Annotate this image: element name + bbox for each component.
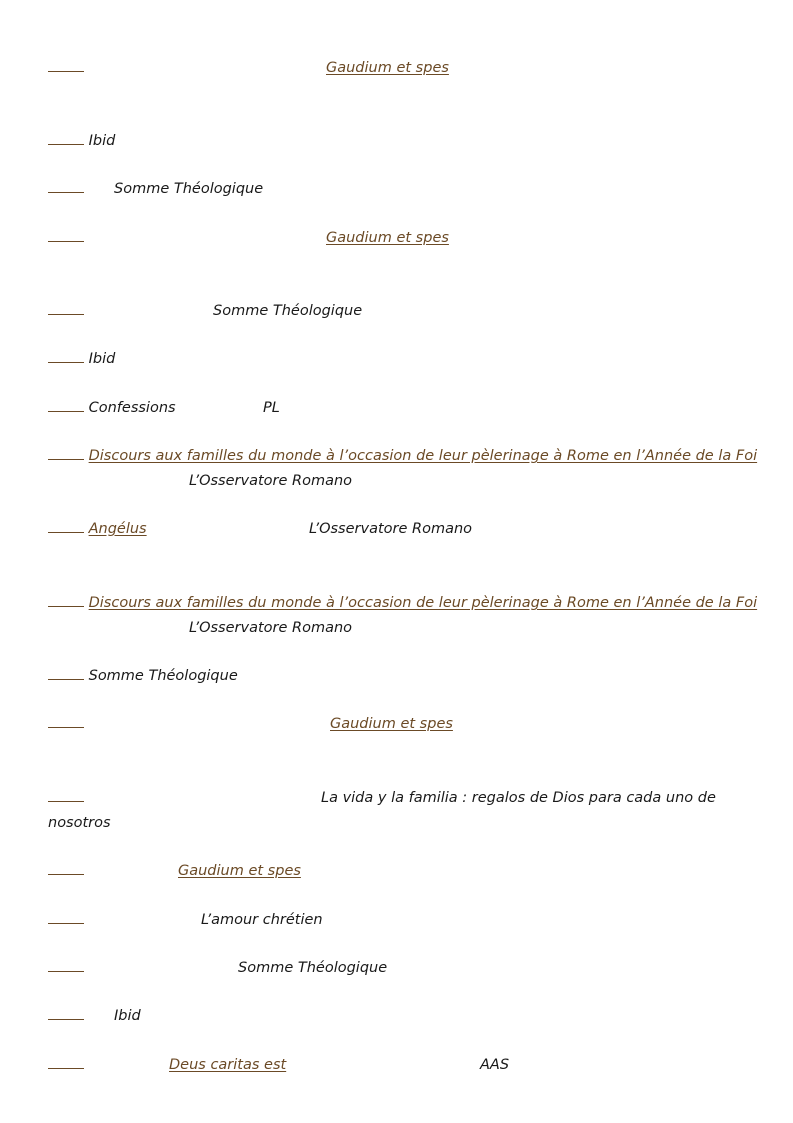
footnote-title: Ibid (88, 133, 116, 149)
footnote-title: Confessions (88, 400, 176, 416)
footnote (48, 129, 745, 154)
footnote (48, 908, 745, 933)
footnote (48, 299, 745, 324)
footnote-link[interactable]: Discours aux familles du monde à l’occasion de leur pèlerinage à Rome en l’Année de la Foi (88, 595, 758, 611)
footnote (48, 444, 758, 494)
footnote-blank (48, 1007, 84, 1020)
footnote-blank (48, 229, 84, 242)
footnote-link[interactable]: Deus caritas est (169, 1057, 287, 1073)
footnote (48, 517, 745, 542)
footnote-blank (48, 594, 84, 607)
footnote-title: Somme Théologique (88, 668, 238, 684)
footnote (48, 1004, 745, 1029)
footnote (48, 664, 745, 689)
footnote-blank (48, 789, 84, 802)
footnote-blank (48, 911, 84, 924)
footnote-source: L’Osservatore Romano (309, 521, 473, 537)
footnote-link[interactable]: Gaudium et spes (178, 863, 301, 879)
footnote (48, 226, 745, 251)
footnote-source: L’Osservatore Romano (189, 620, 353, 636)
footnote-blank (48, 350, 84, 363)
footnote-title: Somme Théologique (238, 960, 388, 976)
footnote-blank (48, 447, 84, 460)
footnote-title: Somme Théologique (213, 303, 363, 319)
footnote (48, 712, 745, 737)
footnote-blank (48, 1056, 84, 1069)
footnote-title: Ibid (88, 351, 116, 367)
footnote-blank (48, 302, 84, 315)
footnote-link[interactable]: Gaudium et spes (330, 716, 453, 732)
footnote (48, 347, 745, 372)
footnote-title: Somme Théologique (114, 181, 264, 197)
footnote (48, 396, 745, 421)
footnote-link[interactable]: Gaudium et spes (326, 60, 449, 76)
footnote-title: Ibid (114, 1008, 141, 1024)
footnote-link[interactable]: Discours aux familles du monde à l’occasion de leur pèlerinage à Rome en l’Année de la Foi (88, 448, 758, 464)
footnote (48, 859, 745, 884)
footnote-blank (48, 667, 84, 680)
footnote-blank (48, 132, 84, 145)
footnote (48, 56, 745, 81)
footnote-blank (48, 715, 84, 728)
footnote-source: PL (263, 400, 280, 416)
footnote (48, 956, 745, 981)
footnote-source: L’Osservatore Romano (189, 473, 353, 489)
footnote-link[interactable]: Angélus (88, 521, 147, 537)
footnote-title: La vida y la familia : regalos de Dios para cada uno de (321, 790, 716, 806)
footnote-blank (48, 862, 84, 875)
footnote-blank (48, 520, 84, 533)
footnote-title-continued: nosotros (48, 815, 111, 831)
footnote (48, 786, 745, 836)
footnote (48, 1053, 745, 1078)
footnote-source: AAS (480, 1057, 510, 1073)
footnote-blank (48, 59, 84, 72)
footnote-blank (48, 180, 84, 193)
footnote-title: L’amour chrétien (201, 912, 323, 928)
footnote-link[interactable]: Gaudium et spes (326, 230, 449, 246)
footnote-blank (48, 399, 84, 412)
footnote (48, 591, 758, 641)
footnote (48, 177, 745, 202)
footnote-blank (48, 959, 84, 972)
